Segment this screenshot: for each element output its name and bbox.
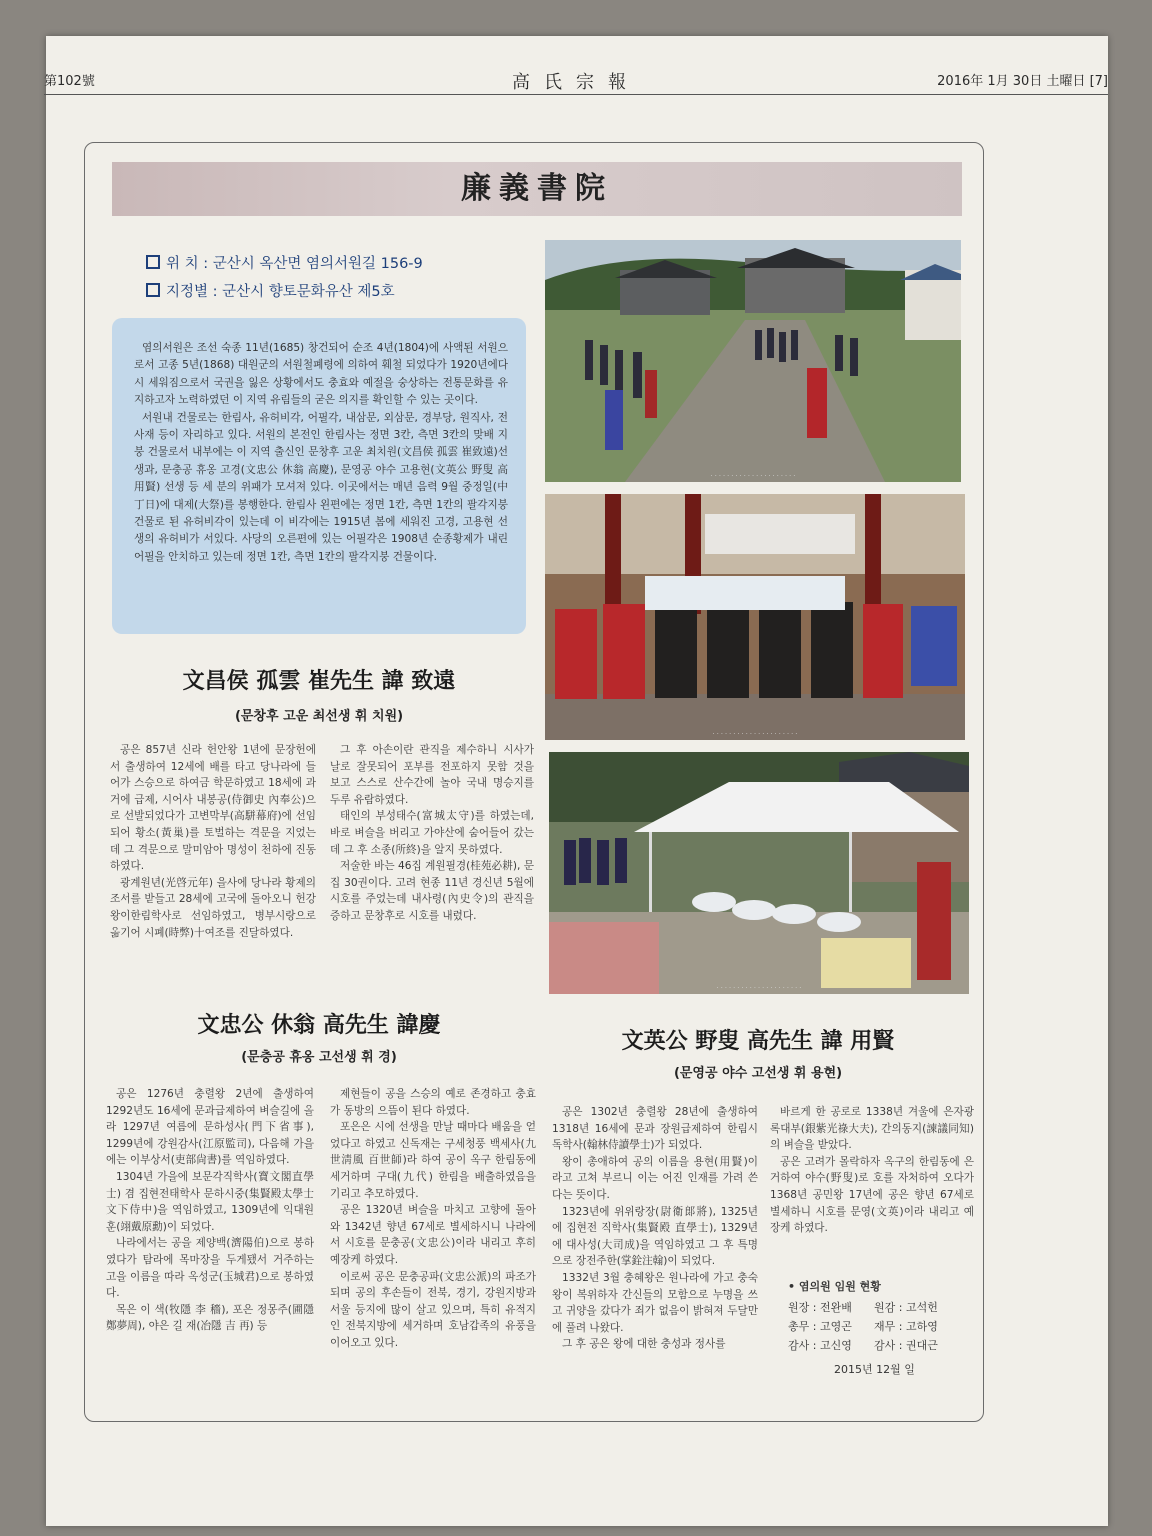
photo-caption: . . . . . . . . . . . . . . . . . . . . . (712, 728, 798, 736)
photo-group-participants (545, 494, 965, 740)
masthead (44, 66, 1108, 95)
photo-tent-ceremony (549, 752, 969, 994)
yonghyeon-column-1: 공은 1302년 충렬왕 28년에 출생하여 1318년 16세에 문과 장원급제하여 한림시독학사(翰林侍讀學士)가 되었다. 왕이 총애하여 공의 이름을 용현(用賢)이라고 고쳐 부르니 이는 어진 인재를 가려 쓴다는 뜻이다. 1323년에 위위랑장(尉衛郞將), 1325년에 집현전 직학사(集賢殿 直學士), 1329년에 대사성(大司成)을 역임하였고 그 후 특명으로 장전주한(掌銓注翰)이 되었다. 1332년 3월 충혜왕은 원나라에 가고 충숙왕이 복위하자 간신들의 모함으로 누명을 쓰고 귀양을 갔다가 죄가 없음이 밝혀져 두달만에 풀려 나왔다. 그 후 공은 왕에 대한 충성과 정사를 (552, 1106, 758, 1351)
section-title-yonghyeon: 文英公 野叟 高先生 諱 用賢 (621, 1028, 895, 1054)
newspaper-name: 高氏宗報 (512, 72, 640, 93)
issue-number: 第102號 (44, 74, 95, 89)
members-row: 감사 : 고신영 감사 : 권대근 (788, 1339, 938, 1352)
members-row: 총무 : 고영곤 재무 : 고하영 (788, 1320, 938, 1333)
section-title-choi: 文昌侯 孤雲 崔先生 諱 致遠 (182, 668, 456, 694)
page-title: 廉義書院 (112, 162, 962, 216)
designation-line: 지정별 : 군산시 향토문화유산 제5호 (146, 280, 395, 301)
intro-box (112, 318, 526, 634)
publish-date: 2016年 1月 30日 土曜日 [7] (937, 74, 1108, 89)
location-line: 위 치 : 군산시 옥산면 염의서원길 156-9 (146, 252, 423, 273)
photo-caption: . . . . . . . . . . . . . . . . . . . . . (710, 470, 796, 478)
choi-column-2: 그 후 아손이란 관직을 제수하니 시사가 날로 잘못되어 포부를 전포하지 못함 것을 보고 스스로 산수간에 놀아 국내 명승지를 두루 유람하였다. 태인의 부성태수(富城太守)를 하였는데, 바로 벼슬을 버리고 가야산에 숨어들어 갔는데 그 후 소종(所終)을 알지 못하였다. 저술한 바는 46집 계원필경(桂苑必耕), 문집 30권이다. 고려 현종 11년 경신년 5월에 시호를 주었는데 내사령(內史令)의 관직을 증하고 문창후로 시호를 내렸다. (330, 744, 534, 922)
members-heading: • 염의원 임원 현황 (788, 1280, 881, 1293)
section-subtitle-choi: (문창후 고운 최선생 휘 치원) (234, 709, 404, 724)
section-title-gyeong: 文忠公 休翁 高先生 諱慶 (197, 1012, 441, 1038)
photo-caption: . . . . . . . . . . . . . . . . . . . . . (716, 982, 802, 990)
gyeong-column-2: 제현들이 공을 스승의 예로 존경하고 충효가 동방의 으뜸이 된다 하였다. 포은은 시에 선생을 만날 때마다 배움을 얻었다고 하였고 신독재는 구세청풍 백세사(九世淸風 百世師)라 하여 공이 옥구 한림동에 세거하며 구대(九代) 한림을 배출하였음을 기리고 추모하였다. 공은 1320년 벼슬을 마치고 고향에 돌아와 1342년 향년 67세로 별세하시니 나라에서 시호를 문충공(文忠公)이라 내리고 후히 예장케 하였다. 이로써 공은 문충공파(文忠公派)의 파조가 되며 공의 후손들이 전북, 경기, 강원지방과 서울 등지에 많이 살고 있으며, 특히 유적지인 전북지방에 세거하며 호남갑족의 유풍을 이어오고 있다. (330, 1088, 536, 1349)
gyeong-column-1: 공은 1276년 충렬왕 2년에 출생하여 1292년도 16세에 문과급제하여 벼슬길에 올라 1297년 여름에 문하성사(門下省事), 1299년에 강원감사(江原監司), 다음해 가을에는 이부상서(吏部尙書)를 역임하였다. 1304년 가을에 보문각직학사(寶文閣直學士) 겸 집현전태학사 문하시중(集賢殿太學士 文下侍中)을 역임하였고, 1309년에 익대원훈(翊戴原勳)이 되었다. 나라에서는 공을 제양백(濟陽伯)으로 봉하였다가 탐라에 목마장을 두게됐서 거주하는 고을 이름을 따라 옥성군(玉城君)으로 봉하였다. 목은 이 색(牧隱 李 穡), 포은 정몽주(圃隱 鄭夢周), 야은 길 재(冶隱 吉 再) 등 (106, 1088, 314, 1333)
section-subtitle-yonghyeon: (문영공 야수 고선생 휘 용현) (673, 1066, 843, 1081)
members-row: 원장 : 전완배 원감 : 고석헌 (788, 1301, 938, 1314)
section-subtitle-gyeong: (문충공 휴옹 고선생 휘 경) (241, 1050, 397, 1065)
square-bullet-icon (146, 255, 160, 269)
square-bullet-icon (146, 283, 160, 297)
choi-column-1: 공은 857년 신라 헌안왕 1년에 문장헌에서 출생하여 12세에 배를 타고 당나라에 들어가 스승으로 하여금 학문하였고 18세에 과거에 급제, 시어사 내봉공(侍御史 內奉公)으로 선발되었다가 고변막부(高駢幕府)에 선임되어 황소(黃巢)를 토벌하는 격문을 지었는데 그 격문으로 말미암아 명성이 천하에 진동하였다. 광계원년(光啓元年) 을사에 당나라 황제의 조서를 받들고 28세에 고국에 돌아오니 헌강왕이한림학사로 선임하였고, 병부시랑으로 옮기어 시폐(時弊)十여조를 진달하였다. (110, 744, 316, 939)
members-date: 2015년 12월 일 (834, 1363, 915, 1376)
intro-paragraph: 염의서원은 조선 숙종 11년(1685) 창건되어 순조 4년(1804)에 사액된 서원으로서 고종 5년(1868) 대원군의 서원철폐령에 의하여 훼철 되었다가 1920년에다시 세워짐으로서 국권을 잃은 상황에서도 충효와 예절을 숭상하는 전통문화를 유지하고자 노력하였던 이 지역 유림들의 굳은 의지를 확인할 수 있는 곳이다. (134, 342, 508, 407)
intro-paragraph: 서원내 건물로는 한림사, 유허비각, 어필각, 내삼문, 외삼문, 경부당, 원직사, 전사재 등이 자리하고 있다. 서원의 본전인 한림사는 정면 3칸, 측면 3칸의 맞배 지붕 건물로서 내부에는 이 지역 출신인 문창후 고운 최치원(文昌侯 孤雲 崔致遠)선생과, 문충공 휴옹 고경(文忠公 休翁 高慶), 문영공 야수 고용현(文英公 野叟 高用賢) 선생 등 세 분의 위패가 모셔져 있다. 이곳에서는 매년 음력 9월 중정일(中丁日)에 대제(大祭)를 봉행한다. 한림사 왼편에는 정면 1칸, 측면 1칸의 팔각지붕 건물로 된 유허비각이 있는데 이 비각에는 1915년 봄에 세워진 고경, 고용현 선생의 유허비가 서있다. 사당의 오른편에 있는 어필각은 1908년 순종황제가 내린 어필을 안치하고 있는데 정면 1칸, 측면 1칸의 팔각지붕 건물이다. (134, 411, 508, 563)
yonghyeon-column-2: 바르게 한 공로로 1338년 겨울에 은자광록대부(銀紫光祿大夫), 간의동지(諫議同知)의 벼슬을 받았다. 공은 고려가 몰락하자 옥구의 한림동에 은거하여 야수(野叟)로 호를 자처하여 오다가 1368년 공민왕 17년에 공은 향년 67세로 별세하니 시호를 문영(文英)이라 내리고 예장케 하였다. (770, 1106, 974, 1235)
board-members (788, 1278, 938, 1377)
photo-courtyard-ceremony (545, 240, 961, 482)
